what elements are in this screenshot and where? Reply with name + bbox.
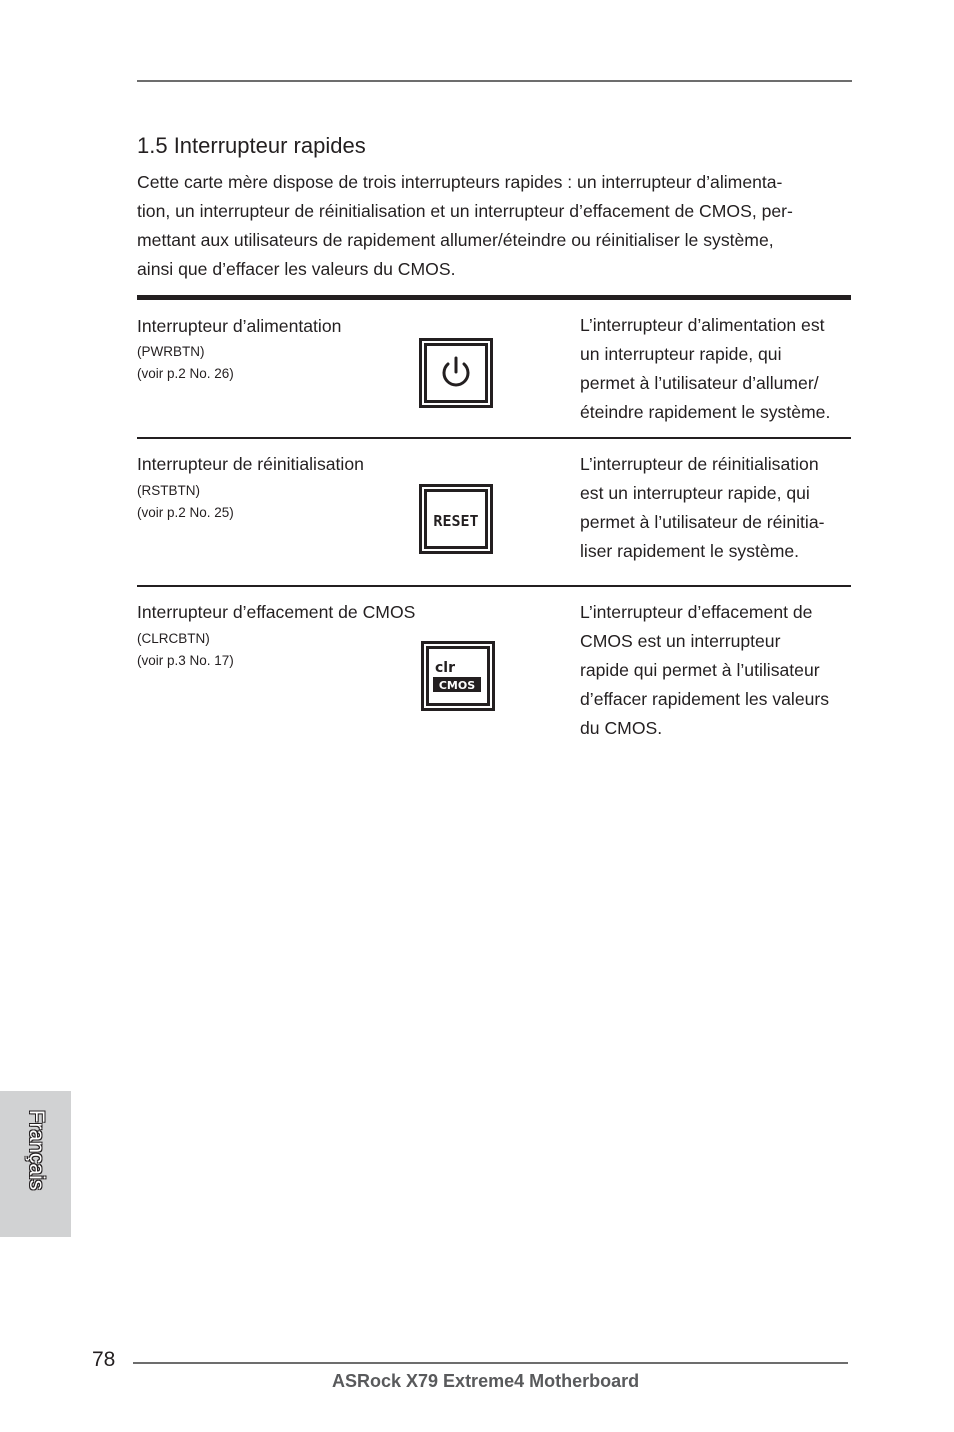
switch-title: Interrupteur d’effacement de CMOS [137,602,416,622]
svg-text:CMOS: CMOS [438,679,476,692]
top-rule [137,80,852,82]
switch-ref: (voir p.3 No. 17) [137,653,234,668]
intro-paragraph [137,168,853,284]
page-number: 78 [92,1348,116,1371]
switch-code: (CLRCBTN) [137,631,210,646]
row-divider [137,437,851,439]
footer-product: ASRock X79 Extreme4 Motherboard [332,1371,640,1391]
intro-line: mettant aux utilisateurs de rapidement allumer/éteindre ou réinitialiser le système, [137,230,774,250]
clear-cmos-icon [421,641,495,711]
intro-line: Cette carte mère dispose de trois interrupteurs rapides : un interrupteur d’alimenta- [137,172,783,192]
reset-icon [419,484,493,554]
intro-line: ainsi que d’effacer les valeurs du CMOS. [137,259,456,279]
switch-description: L’interrupteur d’effacement de CMOS est un interrupteur rapide qui permet à l’utilisateur d’effacer rapidement les valeurs du CMOS. [580,602,830,738]
switch-description: L’interrupteur d’alimentation est un interrupteur rapide, qui permet à l’utilisateur d’allumer/ éteindre rapidement le système. [580,315,831,422]
switch-title: Interrupteur de réinitialisation [137,454,364,474]
row-divider [137,585,851,587]
switch-code: (PWRBTN) [137,344,205,359]
intro-line: tion, un interrupteur de réinitialisation et un interrupteur d’effacement de CMOS, per- [137,201,793,221]
language-label: Français [25,1109,48,1191]
switch-code: (RSTBTN) [137,483,200,498]
switch-ref: (voir p.2 No. 26) [137,366,234,381]
power-icon [419,338,493,408]
table-top-rule [137,295,851,300]
switch-title: Interrupteur d’alimentation [137,316,342,336]
footer-rule [133,1362,848,1364]
switch-ref: (voir p.2 No. 25) [137,505,234,520]
svg-text:clr: clr [435,660,456,676]
svg-text:RESET: RESET [433,512,479,530]
switch-description: L’interrupteur de réinitialisation est un interrupteur rapide, qui permet à l’utilisateur de réinitia- liser rapidement le système. [580,454,825,561]
section-heading: 1.5 Interrupteur rapides [137,133,366,158]
